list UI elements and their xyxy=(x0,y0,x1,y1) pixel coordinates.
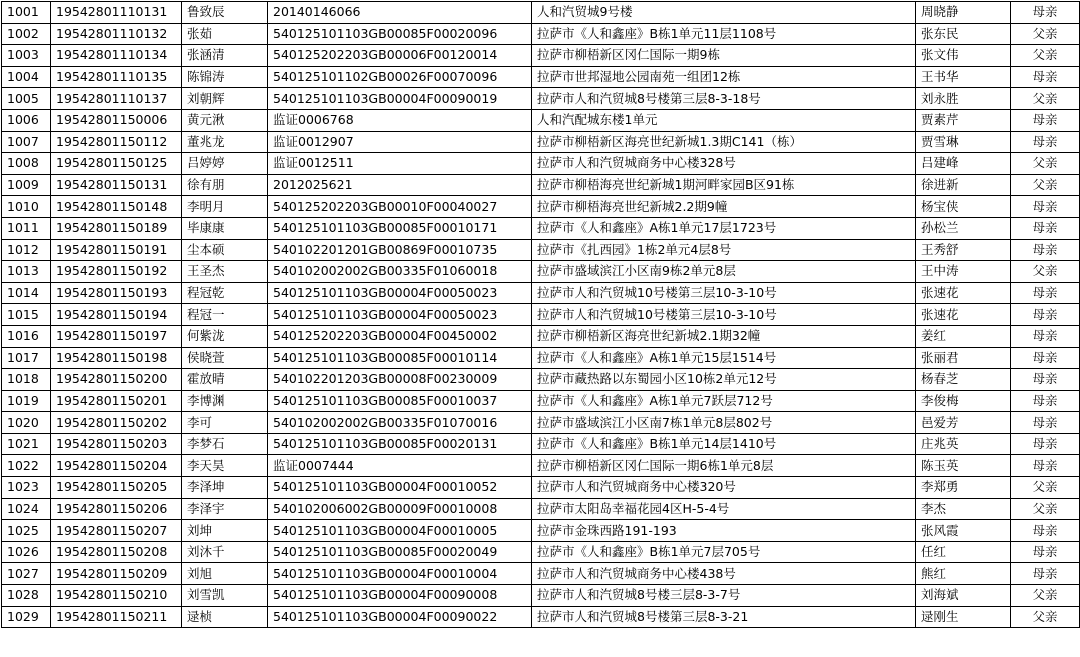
guardian-name-cell: 李杰 xyxy=(916,498,1011,520)
student-id-cell: 19542801150211 xyxy=(51,606,182,628)
property-certificate-number-cell: 监证0012511 xyxy=(268,153,532,175)
property-certificate-number-cell: 540125202203GB00006F00120014 xyxy=(268,45,532,67)
student-name-cell: 李泽宇 xyxy=(182,498,268,520)
student-name-cell: 程冠一 xyxy=(182,304,268,326)
student-id-cell: 19542801150006 xyxy=(51,109,182,131)
table-row xyxy=(2,261,1080,283)
relationship-cell: 父亲 xyxy=(1011,498,1080,520)
relationship-cell: 母亲 xyxy=(1011,563,1080,585)
table-row xyxy=(2,390,1080,412)
table-row xyxy=(2,131,1080,153)
student-name-cell: 鲁致辰 xyxy=(182,2,268,24)
student-name-cell: 刘沐千 xyxy=(182,541,268,563)
row-number-cell: 1005 xyxy=(2,88,51,110)
address-cell: 拉萨市《扎西园》1栋2单元4层8号 xyxy=(532,239,916,261)
student-name-cell: 何紫泷 xyxy=(182,325,268,347)
row-number-cell: 1016 xyxy=(2,325,51,347)
student-id-cell: 19542801150209 xyxy=(51,563,182,585)
student-name-cell: 徐有朋 xyxy=(182,174,268,196)
address-cell: 拉萨市人和汽贸城10号楼第三层10-3-10号 xyxy=(532,282,916,304)
row-number-cell: 1009 xyxy=(2,174,51,196)
table-row xyxy=(2,304,1080,326)
student-id-cell: 19542801150204 xyxy=(51,455,182,477)
relationship-cell: 父亲 xyxy=(1011,606,1080,628)
row-number-cell: 1023 xyxy=(2,477,51,499)
address-cell: 人和汽配城东楼1单元 xyxy=(532,109,916,131)
guardian-name-cell: 杨春芝 xyxy=(916,369,1011,391)
address-cell: 拉萨市人和汽贸城商务中心楼438号 xyxy=(532,563,916,585)
property-certificate-number-cell: 监证0006768 xyxy=(268,109,532,131)
student-id-cell: 19542801150206 xyxy=(51,498,182,520)
student-name-cell: 李泽坤 xyxy=(182,477,268,499)
student-id-cell: 19542801110137 xyxy=(51,88,182,110)
student-name-cell: 李天昊 xyxy=(182,455,268,477)
address-cell: 拉萨市柳梧海亮世纪新城2.2期9幢 xyxy=(532,196,916,218)
relationship-cell: 母亲 xyxy=(1011,369,1080,391)
property-certificate-number-cell: 540125101103GB00085F00020096 xyxy=(268,23,532,45)
table-row xyxy=(2,606,1080,628)
table-row xyxy=(2,347,1080,369)
guardian-name-cell: 张风霞 xyxy=(916,520,1011,542)
property-certificate-number-cell: 540125101103GB00004F00050023 xyxy=(268,304,532,326)
student-name-cell: 刘旭 xyxy=(182,563,268,585)
relationship-cell: 父亲 xyxy=(1011,153,1080,175)
property-certificate-number-cell: 540102002002GB00335F01060018 xyxy=(268,261,532,283)
address-cell: 拉萨市《人和鑫座》A栋1单元15层1514号 xyxy=(532,347,916,369)
relationship-cell: 母亲 xyxy=(1011,433,1080,455)
guardian-name-cell: 逯刚生 xyxy=(916,606,1011,628)
guardian-name-cell: 陈玉英 xyxy=(916,455,1011,477)
relationship-cell: 父亲 xyxy=(1011,88,1080,110)
student-name-cell: 张茹 xyxy=(182,23,268,45)
relationship-cell: 母亲 xyxy=(1011,541,1080,563)
guardian-name-cell: 任红 xyxy=(916,541,1011,563)
property-certificate-number-cell: 540125101103GB00004F00010005 xyxy=(268,520,532,542)
property-certificate-number-cell: 540125101102GB00026F00070096 xyxy=(268,66,532,88)
address-cell: 拉萨市人和汽贸城8号楼第三层8-3-18号 xyxy=(532,88,916,110)
relationship-cell: 母亲 xyxy=(1011,2,1080,24)
relationship-cell: 母亲 xyxy=(1011,239,1080,261)
relationship-cell: 母亲 xyxy=(1011,390,1080,412)
row-number-cell: 1024 xyxy=(2,498,51,520)
guardian-name-cell: 熊红 xyxy=(916,563,1011,585)
address-cell: 拉萨市人和汽贸城10号楼第三层10-3-10号 xyxy=(532,304,916,326)
student-name-cell: 毕康康 xyxy=(182,217,268,239)
property-certificate-number-cell: 540102201203GB00008F00230009 xyxy=(268,369,532,391)
property-certificate-number-cell: 540125101103GB00085F00010114 xyxy=(268,347,532,369)
student-id-cell: 19542801150125 xyxy=(51,153,182,175)
student-id-cell: 19542801110131 xyxy=(51,2,182,24)
student-name-cell: 侯晓萱 xyxy=(182,347,268,369)
student-id-cell: 19542801150192 xyxy=(51,261,182,283)
student-id-cell: 19542801150198 xyxy=(51,347,182,369)
table-row xyxy=(2,433,1080,455)
student-id-cell: 19542801150203 xyxy=(51,433,182,455)
address-cell: 拉萨市柳梧新区海亮世纪新城1.3期C141（栋） xyxy=(532,131,916,153)
row-number-cell: 1015 xyxy=(2,304,51,326)
relationship-cell: 母亲 xyxy=(1011,347,1080,369)
student-id-cell: 19542801150202 xyxy=(51,412,182,434)
guardian-name-cell: 姜红 xyxy=(916,325,1011,347)
address-cell: 拉萨市人和汽贸城8号楼三层8-3-7号 xyxy=(532,585,916,607)
student-name-cell: 张涵清 xyxy=(182,45,268,67)
guardian-name-cell: 王中涛 xyxy=(916,261,1011,283)
address-cell: 拉萨市《人和鑫座》B栋1单元7层705号 xyxy=(532,541,916,563)
student-name-cell: 李博渊 xyxy=(182,390,268,412)
table-row xyxy=(2,477,1080,499)
address-cell: 人和汽贸城9号楼 xyxy=(532,2,916,24)
address-cell: 拉萨市金珠西路191-193 xyxy=(532,520,916,542)
row-number-cell: 1011 xyxy=(2,217,51,239)
address-cell: 拉萨市人和汽贸城8号楼第三层8-3-21 xyxy=(532,606,916,628)
student-id-cell: 19542801110135 xyxy=(51,66,182,88)
student-name-cell: 程冠乾 xyxy=(182,282,268,304)
property-certificate-number-cell: 540125101103GB00085F00010171 xyxy=(268,217,532,239)
guardian-name-cell: 吕建峰 xyxy=(916,153,1011,175)
row-number-cell: 1006 xyxy=(2,109,51,131)
row-number-cell: 1014 xyxy=(2,282,51,304)
row-number-cell: 1018 xyxy=(2,369,51,391)
table-row xyxy=(2,563,1080,585)
property-certificate-number-cell: 540102002002GB00335F01070016 xyxy=(268,412,532,434)
address-cell: 拉萨市太阳岛幸福花园4区H-5-4号 xyxy=(532,498,916,520)
relationship-cell: 母亲 xyxy=(1011,282,1080,304)
address-cell: 拉萨市盛域滨江小区南9栋2单元8层 xyxy=(532,261,916,283)
row-number-cell: 1007 xyxy=(2,131,51,153)
property-certificate-number-cell: 540125101103GB00085F00010037 xyxy=(268,390,532,412)
property-certificate-number-cell: 监证0012907 xyxy=(268,131,532,153)
property-certificate-number-cell: 540125202203GB00004F00450002 xyxy=(268,325,532,347)
address-cell: 拉萨市藏热路以东蜀园小区10栋2单元12号 xyxy=(532,369,916,391)
address-cell: 拉萨市人和汽贸城商务中心楼328号 xyxy=(532,153,916,175)
table-row xyxy=(2,196,1080,218)
student-name-cell: 李明月 xyxy=(182,196,268,218)
row-number-cell: 1028 xyxy=(2,585,51,607)
property-certificate-number-cell: 540125101103GB00004F00010004 xyxy=(268,563,532,585)
guardian-name-cell: 杨宝侠 xyxy=(916,196,1011,218)
row-number-cell: 1029 xyxy=(2,606,51,628)
table-row xyxy=(2,520,1080,542)
guardian-name-cell: 刘海斌 xyxy=(916,585,1011,607)
property-certificate-number-cell: 540125101103GB00004F00090022 xyxy=(268,606,532,628)
registry-table xyxy=(1,1,1080,628)
relationship-cell: 母亲 xyxy=(1011,109,1080,131)
guardian-name-cell: 李郑勇 xyxy=(916,477,1011,499)
student-id-cell: 19542801110132 xyxy=(51,23,182,45)
address-cell: 拉萨市《人和鑫座》A栋1单元7跃层712号 xyxy=(532,390,916,412)
row-number-cell: 1001 xyxy=(2,2,51,24)
row-number-cell: 1004 xyxy=(2,66,51,88)
relationship-cell: 父亲 xyxy=(1011,23,1080,45)
guardian-name-cell: 张文伟 xyxy=(916,45,1011,67)
row-number-cell: 1002 xyxy=(2,23,51,45)
guardian-name-cell: 张东民 xyxy=(916,23,1011,45)
address-cell: 拉萨市柳梧新区海亮世纪新城2.1期32幢 xyxy=(532,325,916,347)
address-cell: 拉萨市盛域滨江小区南7栋1单元8层802号 xyxy=(532,412,916,434)
guardian-name-cell: 周晓静 xyxy=(916,2,1011,24)
student-id-cell: 19542801150112 xyxy=(51,131,182,153)
student-id-cell: 19542801150205 xyxy=(51,477,182,499)
table-row xyxy=(2,153,1080,175)
relationship-cell: 父亲 xyxy=(1011,174,1080,196)
row-number-cell: 1021 xyxy=(2,433,51,455)
address-cell: 拉萨市《人和鑫座》B栋1单元14层1410号 xyxy=(532,433,916,455)
relationship-cell: 母亲 xyxy=(1011,304,1080,326)
relationship-cell: 母亲 xyxy=(1011,520,1080,542)
relationship-cell: 父亲 xyxy=(1011,45,1080,67)
table-row xyxy=(2,88,1080,110)
student-name-cell: 李梦石 xyxy=(182,433,268,455)
student-name-cell: 刘坤 xyxy=(182,520,268,542)
property-certificate-number-cell: 540102201201GB00869F00010735 xyxy=(268,239,532,261)
property-certificate-number-cell: 540125202203GB00010F00040027 xyxy=(268,196,532,218)
property-certificate-number-cell: 540125101103GB00085F00020049 xyxy=(268,541,532,563)
relationship-cell: 父亲 xyxy=(1011,261,1080,283)
student-name-cell: 黄元湫 xyxy=(182,109,268,131)
guardian-name-cell: 王秀舒 xyxy=(916,239,1011,261)
student-id-cell: 19542801150191 xyxy=(51,239,182,261)
property-certificate-number-cell: 2012025621 xyxy=(268,174,532,196)
row-number-cell: 1019 xyxy=(2,390,51,412)
relationship-cell: 母亲 xyxy=(1011,325,1080,347)
guardian-name-cell: 贾素芹 xyxy=(916,109,1011,131)
row-number-cell: 1026 xyxy=(2,541,51,563)
student-id-cell: 19542801150207 xyxy=(51,520,182,542)
address-cell: 拉萨市柳梧新区冈仁国际一期9栋 xyxy=(532,45,916,67)
student-id-cell: 19542801110134 xyxy=(51,45,182,67)
table-row xyxy=(2,109,1080,131)
table-row xyxy=(2,2,1080,24)
table-row xyxy=(2,174,1080,196)
table-row xyxy=(2,541,1080,563)
address-cell: 拉萨市《人和鑫座》A栋1单元17层1723号 xyxy=(532,217,916,239)
table-row xyxy=(2,66,1080,88)
row-number-cell: 1010 xyxy=(2,196,51,218)
property-certificate-number-cell: 540125101103GB00004F00010052 xyxy=(268,477,532,499)
student-name-cell: 逯桢 xyxy=(182,606,268,628)
student-name-cell: 霍放晴 xyxy=(182,369,268,391)
address-cell: 拉萨市《人和鑫座》B栋1单元11层1108号 xyxy=(532,23,916,45)
guardian-name-cell: 张速花 xyxy=(916,304,1011,326)
relationship-cell: 父亲 xyxy=(1011,477,1080,499)
guardian-name-cell: 李俊梅 xyxy=(916,390,1011,412)
table-row xyxy=(2,455,1080,477)
row-number-cell: 1020 xyxy=(2,412,51,434)
table-row xyxy=(2,369,1080,391)
table-row xyxy=(2,325,1080,347)
relationship-cell: 父亲 xyxy=(1011,585,1080,607)
property-certificate-number-cell: 540125101103GB00004F00090019 xyxy=(268,88,532,110)
property-certificate-number-cell: 540125101103GB00085F00020131 xyxy=(268,433,532,455)
row-number-cell: 1025 xyxy=(2,520,51,542)
relationship-cell: 母亲 xyxy=(1011,217,1080,239)
guardian-name-cell: 邑爱芳 xyxy=(916,412,1011,434)
student-id-cell: 19542801150193 xyxy=(51,282,182,304)
student-id-cell: 19542801150131 xyxy=(51,174,182,196)
table-row xyxy=(2,585,1080,607)
student-id-cell: 19542801150210 xyxy=(51,585,182,607)
student-id-cell: 19542801150200 xyxy=(51,369,182,391)
row-number-cell: 1013 xyxy=(2,261,51,283)
table-row xyxy=(2,282,1080,304)
address-cell: 拉萨市世邦湿地公园南苑一组团12栋 xyxy=(532,66,916,88)
guardian-name-cell: 贾雪琳 xyxy=(916,131,1011,153)
property-certificate-number-cell: 540125101103GB00004F00050023 xyxy=(268,282,532,304)
row-number-cell: 1003 xyxy=(2,45,51,67)
student-id-cell: 19542801150148 xyxy=(51,196,182,218)
student-name-cell: 吕婷婷 xyxy=(182,153,268,175)
student-name-cell: 李可 xyxy=(182,412,268,434)
guardian-name-cell: 刘永胜 xyxy=(916,88,1011,110)
row-number-cell: 1008 xyxy=(2,153,51,175)
student-name-cell: 尘本硕 xyxy=(182,239,268,261)
row-number-cell: 1017 xyxy=(2,347,51,369)
table-row xyxy=(2,239,1080,261)
guardian-name-cell: 张速花 xyxy=(916,282,1011,304)
row-number-cell: 1027 xyxy=(2,563,51,585)
guardian-name-cell: 张丽君 xyxy=(916,347,1011,369)
relationship-cell: 母亲 xyxy=(1011,66,1080,88)
relationship-cell: 母亲 xyxy=(1011,131,1080,153)
guardian-name-cell: 孙松兰 xyxy=(916,217,1011,239)
student-id-cell: 19542801150189 xyxy=(51,217,182,239)
property-certificate-number-cell: 20140146066 xyxy=(268,2,532,24)
student-id-cell: 19542801150201 xyxy=(51,390,182,412)
address-cell: 拉萨市柳梧新区冈仁国际一期6栋1单元8层 xyxy=(532,455,916,477)
table-row xyxy=(2,45,1080,67)
table-row xyxy=(2,217,1080,239)
relationship-cell: 母亲 xyxy=(1011,455,1080,477)
student-name-cell: 董兆龙 xyxy=(182,131,268,153)
guardian-name-cell: 庄兆英 xyxy=(916,433,1011,455)
table-body xyxy=(2,2,1080,628)
student-name-cell: 王圣杰 xyxy=(182,261,268,283)
student-id-cell: 19542801150197 xyxy=(51,325,182,347)
address-cell: 拉萨市柳梧海亮世纪新城1期河畔家园B区91栋 xyxy=(532,174,916,196)
student-name-cell: 陈锦涛 xyxy=(182,66,268,88)
student-id-cell: 19542801150194 xyxy=(51,304,182,326)
property-certificate-number-cell: 540102006002GB00009F00010008 xyxy=(268,498,532,520)
student-name-cell: 刘雪凯 xyxy=(182,585,268,607)
address-cell: 拉萨市人和汽贸城商务中心楼320号 xyxy=(532,477,916,499)
row-number-cell: 1012 xyxy=(2,239,51,261)
student-name-cell: 刘朝辉 xyxy=(182,88,268,110)
relationship-cell: 母亲 xyxy=(1011,196,1080,218)
row-number-cell: 1022 xyxy=(2,455,51,477)
property-certificate-number-cell: 540125101103GB00004F00090008 xyxy=(268,585,532,607)
relationship-cell: 母亲 xyxy=(1011,412,1080,434)
table-row xyxy=(2,412,1080,434)
guardian-name-cell: 王书华 xyxy=(916,66,1011,88)
guardian-name-cell: 徐进新 xyxy=(916,174,1011,196)
table-row xyxy=(2,23,1080,45)
property-certificate-number-cell: 监证0007444 xyxy=(268,455,532,477)
table-row xyxy=(2,498,1080,520)
student-id-cell: 19542801150208 xyxy=(51,541,182,563)
